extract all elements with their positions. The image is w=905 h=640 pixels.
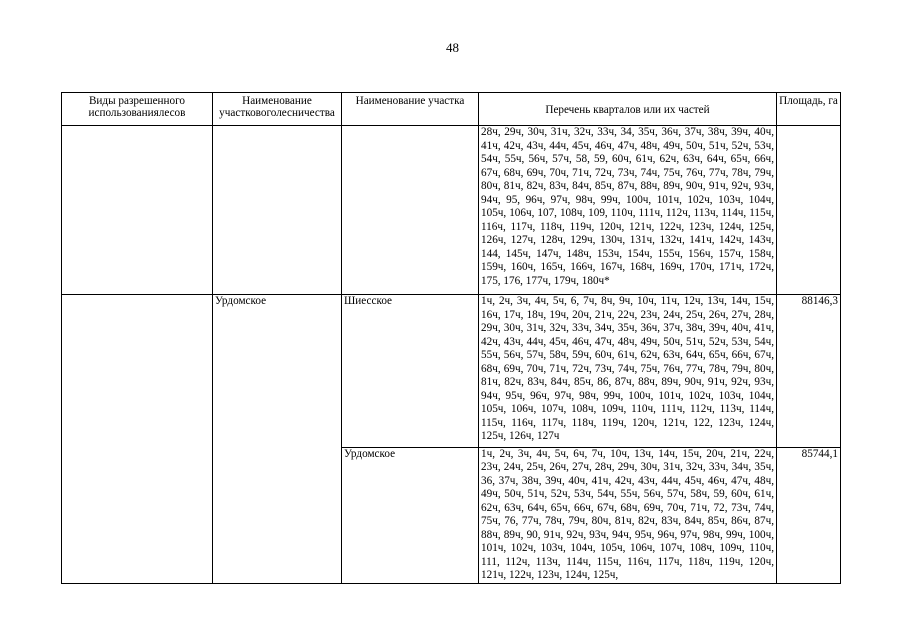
header-quarters: Перечень кварталов или их частей <box>479 93 777 126</box>
cell-area: 85744,1 <box>777 447 841 583</box>
cell-forestry-district <box>213 447 342 583</box>
cell-use-type <box>62 295 213 448</box>
header-area: Площадь, га <box>777 93 841 126</box>
cell-plot-name: Шиесское <box>342 295 479 448</box>
cell-plot-name: Урдомское <box>342 447 479 583</box>
forest-quarters-table <box>61 92 841 584</box>
cell-area <box>777 126 841 295</box>
cell-area: 88146,3 <box>777 295 841 448</box>
cell-quarters: 1ч, 2ч, 3ч, 4ч, 5ч, 6, 7ч, 8ч, 9ч, 10ч, 11ч, 12ч, 13ч, 14ч, 15ч, 16ч, 17ч, 18ч, 19ч, 20ч, 21ч, 22ч, 23ч, 24ч, 25ч, 26ч, 27ч, 28ч, 29ч, 30ч, 31ч, 32ч, 33ч, 34ч, 35ч, 36ч, 37ч, 38ч, 39ч, 40ч, 41ч, 42ч, 43ч, 44ч, 45ч, 46ч, 47ч, 48ч, 49ч, 50ч, 51ч, 52ч, 53ч, 54ч, 55ч, 56ч, 57ч, 58ч, 59ч, 60ч, 61ч, 62ч, 63ч, 64ч, 65ч, 66ч, 67ч, 68ч, 69ч, 70ч, 71ч, 72ч, 73ч, 74ч, 75ч, 76ч, 77ч, 78ч, 79ч, 80ч, 81ч, 82ч, 83ч, 84ч, 85ч, 86, 87ч, 88ч, 89ч, 90ч, 91ч, 92ч, 93ч, 94ч, 95ч, 96ч, 97ч, 98ч, 99ч, 100ч, 101ч, 102ч, 103ч, 104ч, 105ч, 106ч, 107ч, 108ч, 109ч, 110ч, 111ч, 112ч, 113ч, 114ч, 115ч, 116ч, 117ч, 118ч, 119ч, 120ч, 121ч, 122, 123ч, 124ч, 125ч, 126ч, 127ч <box>479 295 777 448</box>
header-use-type: Виды разрешенного использованиялесов <box>62 93 213 126</box>
header-forestry-district: Наименование участковоголесничества <box>213 93 342 126</box>
cell-forestry-district <box>213 126 342 295</box>
cell-plot-name <box>342 126 479 295</box>
table-row <box>62 126 841 295</box>
header-plot-name: Наименование участка <box>342 93 479 126</box>
table-header-row <box>62 93 841 126</box>
table-row <box>62 447 841 583</box>
cell-quarters: 28ч, 29ч, 30ч, 31ч, 32ч, 33ч, 34, 35ч, 36ч, 37ч, 38ч, 39ч, 40ч, 41ч, 42ч, 43ч, 44ч, 45ч, 46ч, 47ч, 48ч, 49ч, 50ч, 51ч, 52ч, 53ч, 54ч, 55ч, 56ч, 57ч, 58, 59, 60ч, 61ч, 62ч, 63ч, 64ч, 65ч, 66ч, 67ч, 68ч, 69ч, 70ч, 71ч, 72ч, 73ч, 74ч, 75ч, 76ч, 77ч, 78ч, 79ч, 80ч, 81ч, 82ч, 83ч, 84ч, 85ч, 87ч, 88ч, 89ч, 90ч, 91ч, 92ч, 93ч, 94ч, 95, 96ч, 97ч, 98ч, 99ч, 100ч, 101ч, 102ч, 103ч, 104ч, 105ч, 106ч, 107, 108ч, 109, 110ч, 111ч, 112ч, 113ч, 114ч, 115ч, 116ч, 117ч, 118ч, 119ч, 120ч, 121ч, 122ч, 123ч, 124ч, 125ч, 126ч, 127ч, 128ч, 129ч, 130ч, 131ч, 132ч, 141ч, 142ч, 143ч, 144, 145ч, 147ч, 148ч, 153ч, 154ч, 155ч, 156ч, 157ч, 158ч, 159ч, 160ч, 165ч, 166ч, 167ч, 168ч, 169ч, 170ч, 171ч, 172ч, 175, 176, 177ч, 179ч, 180ч* <box>479 126 777 295</box>
cell-forestry-district: Урдомское <box>213 295 342 448</box>
page-number: 48 <box>446 40 459 55</box>
cell-use-type <box>62 447 213 583</box>
table-row <box>62 295 841 448</box>
cell-use-type <box>62 126 213 295</box>
cell-quarters: 1ч, 2ч, 3ч, 4ч, 5ч, 6ч, 7ч, 10ч, 13ч, 14ч, 15ч, 20ч, 21ч, 22ч, 23ч, 24ч, 25ч, 26ч, 27ч, 28ч, 29ч, 30ч, 31ч, 32ч, 33ч, 34ч, 35ч, 36, 37ч, 38ч, 39ч, 40ч, 41ч, 42ч, 43ч, 44ч, 45ч, 46ч, 47ч, 48ч, 49ч, 50ч, 51ч, 52ч, 53ч, 54ч, 55ч, 56ч, 57ч, 58ч, 59, 60ч, 61ч, 62ч, 63ч, 64ч, 65ч, 66ч, 67ч, 68ч, 69ч, 70ч, 71ч, 72, 73ч, 74ч, 75ч, 76, 77ч, 78ч, 79ч, 80ч, 81ч, 82ч, 83ч, 84ч, 85ч, 86ч, 87ч, 88ч, 89ч, 90, 91ч, 92ч, 93ч, 94ч, 95ч, 96ч, 97ч, 98ч, 99ч, 100ч, 101ч, 102ч, 103ч, 104ч, 105ч, 106ч, 107ч, 108ч, 109ч, 110ч, 111, 112ч, 113ч, 114ч, 115ч, 116ч, 117ч, 118ч, 119ч, 120ч, 121ч, 122ч, 123ч, 124ч, 125ч, <box>479 447 777 583</box>
